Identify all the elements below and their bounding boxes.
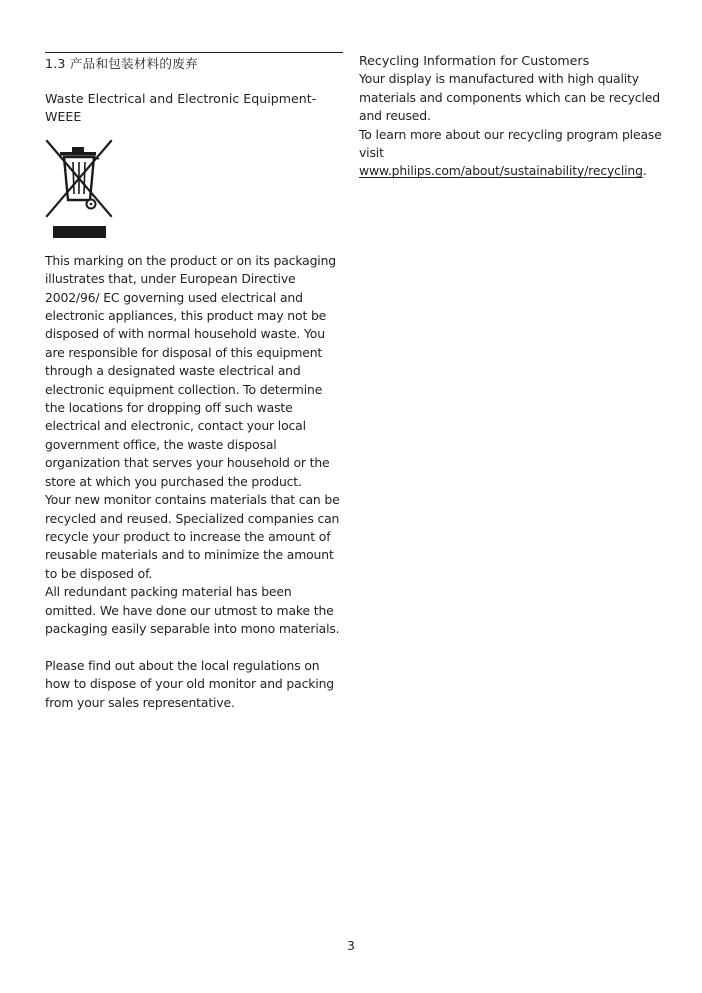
weee-paragraph-regulations: Please find out about the local regulations on how to dispose of your old monitor and packing from your sales representative. (45, 657, 334, 710)
recycling-paragraph-program (359, 126, 664, 181)
section-title: 产品和包装材料的废弃 (69, 56, 198, 71)
weee-symbol-bar (53, 226, 106, 238)
recycling-link[interactable]: www.philips.com/about/sustainability/recycling (359, 163, 643, 179)
right-column (359, 52, 664, 181)
weee-paragraph-marking: This marking on the product or on its packaging illustrates that, under European Directive 2002/96/ EC governing used electrical and electronic appliances, this product may not be disposed of with normal household waste. You are responsible for disposal of this equipment through a designated waste electrical and electronic equipment collection. To determine the locations for dropping off such waste electrical and electronic, contact your local government office, the waste disposal organization that serves your household or the store at which you purchased the product. (45, 252, 337, 489)
page-number: 3 (347, 938, 355, 953)
section-heading (45, 55, 343, 73)
weee-body (45, 252, 343, 712)
recycling-paragraph-quality: Your display is manufactured with high quality materials and components which can be recycled and reused. (359, 71, 660, 124)
wheelie-bin-svg (44, 138, 114, 224)
recycling-heading: Recycling Information for Customers (359, 53, 590, 68)
left-column (45, 52, 343, 712)
section-number: 1.3 (45, 56, 66, 71)
weee-heading: Waste Electrical and Electronic Equipment-WEEE (45, 91, 317, 125)
section-divider (45, 52, 343, 53)
recycling-period: . (642, 163, 647, 179)
weee-paragraph-materials: Your new monitor contains materials that can be recycled and reused. Specialized companies can recycle your product to increase the amount of reusable materials and to minimize the amount to be disposed of. (45, 492, 340, 581)
paragraph-spacer (45, 638, 343, 656)
crossed-out-wheelie-bin-icon (44, 138, 114, 244)
recycling-visit-text: To learn more about our recycling program please visit (359, 126, 662, 161)
weee-paragraph-packing: All redundant packing material has been omitted. We have done our utmost to make the packaging easily separable into mono materials. (45, 584, 340, 636)
recycling-body (359, 70, 664, 180)
